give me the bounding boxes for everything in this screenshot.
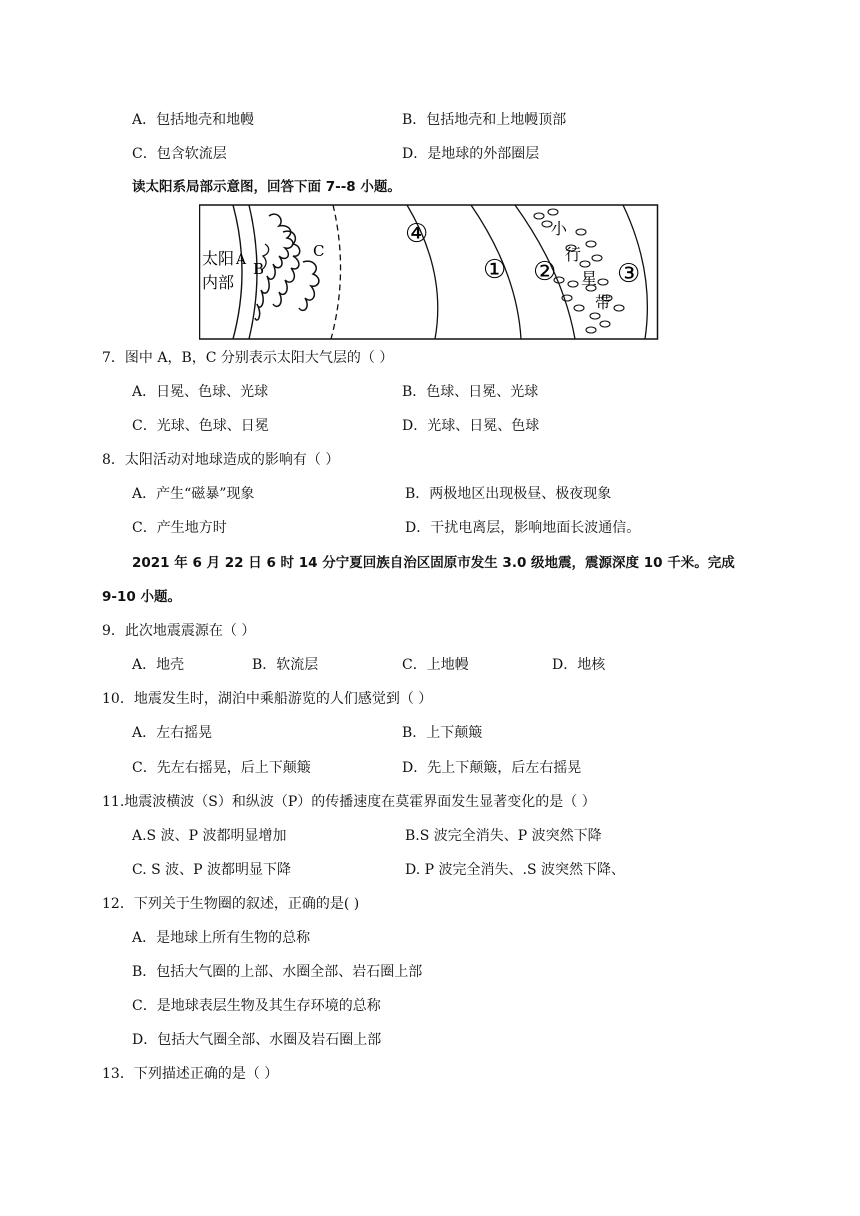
q11-stem: 11.地震波横波（S）和纵波（P）的传播速度在莫霍界面发生显著变化的是（ ） [102,794,596,810]
solar-system-diagram [199,204,659,340]
q12-stem: 12．下列关于生物圈的叙述，正确的是( ) [102,896,360,912]
section-9-10-intro-line-1: 2021 年 6 月 22 日 6 时 14 分宁夏回族自治区固原市发生 3.0 级地震，震源深度 10 千米。完成 [132,555,735,571]
q9-option-c: C．上地幔 [402,657,469,673]
q8-stem: 8．太阳活动对地球造成的影响有（ ） [102,452,340,468]
q13-stem: 13．下列描述正确的是（ ） [102,1066,279,1082]
q12-option-b: B．包括大气圈的上部、水圈全部、岩石圈上部 [132,964,423,980]
q6-option-a: A．包括地壳和地幔 [132,112,255,128]
q11-option-b: B.S 波完全消失、P 波突然下降 [405,828,602,844]
q7-option-d: D．光球、日冕、色球 [402,418,540,434]
q6-option-d: D．是地球的外部圈层 [402,146,540,162]
planet-2-label: ② [533,257,557,287]
q9-option-b: B．软流层 [252,657,319,673]
q8-option-c: C．产生地方时 [132,520,227,536]
q7-option-a: A．日冕、色球、光球 [132,384,269,400]
sun-interior-label-2: 内部 [202,273,235,292]
q10-option-c: C．先左右摇晃，后上下颠簸 [132,760,311,776]
q11-option-c: C. S 波、P 波都明显下降 [132,862,292,878]
planet-3-label: ③ [617,259,641,289]
q9-option-d: D．地核 [552,657,606,673]
q10-option-d: D．先上下颠簸，后左右摇晃 [402,760,582,776]
q8-option-d: D．干扰电离层，影响地面长波通信。 [405,520,641,536]
asteroid-belt-char-4: 带 [595,293,612,312]
q11-option-a: A.S 波、P 波都明显增加 [132,828,287,844]
label-c: C [313,242,325,260]
q11-option-d: D. P 波完全消失、.S 波突然下降、 [405,862,625,878]
q9-stem: 9．此次地震震源在（ ） [102,623,256,639]
section-7-8-intro: 读太阳系局部示意图，回答下面 7--8 小题。 [132,179,401,195]
q12-option-a: A．是地球上所有生物的总称 [132,930,311,946]
q8-option-a: A．产生“磁暴”现象 [132,486,255,502]
label-a: A [236,252,247,268]
q9-option-a: A．地壳 [132,657,185,673]
q8-option-b: B．两极地区出现极昼、极夜现象 [405,486,612,502]
q10-stem: 10．地震发生时，湖泊中乘船游览的人们感觉到（ ） [102,691,433,707]
q10-option-a: A．左右摇晃 [132,725,213,741]
q12-option-d: D．包括大气圈全部、水圈及岩石圈上部 [132,1032,382,1048]
q7-option-b: B．色球、日冕、光球 [402,384,539,400]
planet-4-label: ④ [405,219,429,249]
q12-option-c: C．是地球表层生物及其生存环境的总称 [132,998,381,1014]
q6-option-b: B．包括地壳和上地幔顶部 [402,112,567,128]
asteroid-belt-char-2: 行 [565,245,582,264]
asteroid-belt-char-3: 星 [581,269,598,288]
sun-interior-label-1: 太阳 [202,249,235,268]
q6-option-c: C．包含软流层 [132,146,227,162]
q7-option-c: C．光球、色球、日冕 [132,418,269,434]
planet-1-label: ① [483,255,507,285]
asteroid-belt-char-1: 小 [551,219,568,238]
section-9-10-intro-line-2: 9-10 小题。 [102,589,181,605]
q10-option-b: B．上下颠簸 [402,725,483,741]
label-b: B [253,260,265,278]
q7-stem: 7．图中 A，B，C 分别表示太阳大气层的（ ） [102,350,394,366]
